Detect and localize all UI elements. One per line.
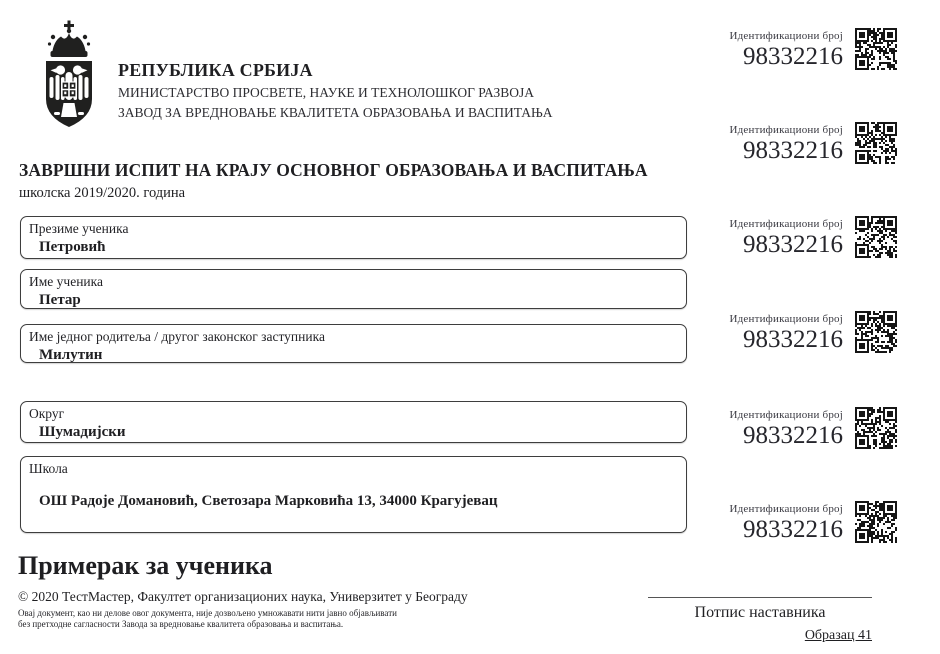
field-district bbox=[20, 401, 687, 443]
field-school bbox=[20, 456, 687, 533]
signature-label: Потпис наставника bbox=[694, 604, 826, 621]
id-number-value: 98332216 bbox=[743, 43, 843, 70]
document-title: ЗАВРШНИ ИСПИТ НА КРАЈУ ОСНОВНОГ ОБРАЗОВАЊА И ВАСПИТАЊА bbox=[19, 160, 648, 180]
id-block bbox=[657, 30, 897, 78]
id-number-value: 98332216 bbox=[743, 516, 843, 543]
id-number-value: 98332216 bbox=[743, 137, 843, 164]
field-label: Име ученика bbox=[29, 274, 103, 289]
id-number-label: Идентификациони број bbox=[729, 409, 843, 421]
qr-code bbox=[855, 122, 897, 164]
id-number-label: Идентификациони број bbox=[729, 218, 843, 230]
country-name: РЕПУБЛИКА СРБИЈА bbox=[118, 60, 313, 80]
id-number-label: Идентификациони број bbox=[729, 30, 843, 42]
field-surname bbox=[20, 216, 687, 259]
qr-code bbox=[855, 28, 897, 70]
id-number-value: 98332216 bbox=[743, 231, 843, 258]
field-value: Петровић bbox=[39, 239, 106, 255]
disclaimer-line-2: без претходне сагласности Завода за вредновање квалитета образовања и васпитања. bbox=[18, 618, 344, 629]
id-block bbox=[657, 124, 897, 172]
field-value: ОШ Радоје Домановић, Светозара Марковића 13, 34000 Крагујевац bbox=[39, 493, 498, 509]
field-value: Шумадијски bbox=[39, 424, 126, 440]
id-block bbox=[657, 313, 897, 361]
form-number: Образац 41 bbox=[804, 628, 872, 643]
copy-designation-heading: Примерак за ученика bbox=[18, 551, 273, 580]
signature-line bbox=[648, 597, 872, 598]
disclaimer-line-1: Овај документ, као ни делове овог документа, није дозвољено умножавати нити јавно објављивати bbox=[18, 608, 397, 618]
id-number-label: Идентификациони број bbox=[729, 124, 843, 136]
qr-code bbox=[855, 501, 897, 543]
ministry-name: МИНИСТАРСТВО ПРОСВЕТЕ, НАУКЕ И ТЕХНОЛОШКОГ РАЗВОЈА bbox=[118, 85, 534, 100]
id-number-value: 98332216 bbox=[743, 422, 843, 449]
serbia-coat-of-arms-icon bbox=[38, 20, 100, 135]
field-first-name bbox=[20, 269, 687, 309]
institute-name: ЗАВОД ЗА ВРЕДНОВАЊЕ КВАЛИТЕТА ОБРАЗОВАЊА И ВАСПИТАЊА bbox=[118, 105, 553, 120]
field-label: Округ bbox=[29, 406, 65, 421]
field-value: Петар bbox=[39, 292, 81, 308]
id-block bbox=[657, 218, 897, 266]
disclaimer-text bbox=[18, 608, 397, 629]
id-number-value: 98332216 bbox=[743, 326, 843, 353]
field-parent-name bbox=[20, 324, 687, 363]
id-number-label: Идентификациони број bbox=[729, 503, 843, 515]
qr-code bbox=[855, 216, 897, 258]
id-block bbox=[657, 409, 897, 457]
qr-code bbox=[855, 311, 897, 353]
qr-code bbox=[855, 407, 897, 449]
field-value: Милутин bbox=[39, 347, 103, 363]
school-year: школска 2019/2020. година bbox=[19, 185, 186, 201]
field-label: Школа bbox=[29, 461, 68, 476]
id-number-label: Идентификациони број bbox=[729, 313, 843, 325]
id-block bbox=[657, 503, 897, 551]
copyright-line: © 2020 ТестМастер, Факултет организационих наука, Универзитет у Београду bbox=[18, 589, 468, 604]
field-label: Име једног родитеља / другог законског заступника bbox=[29, 329, 325, 344]
field-label: Презиме ученика bbox=[29, 221, 129, 236]
